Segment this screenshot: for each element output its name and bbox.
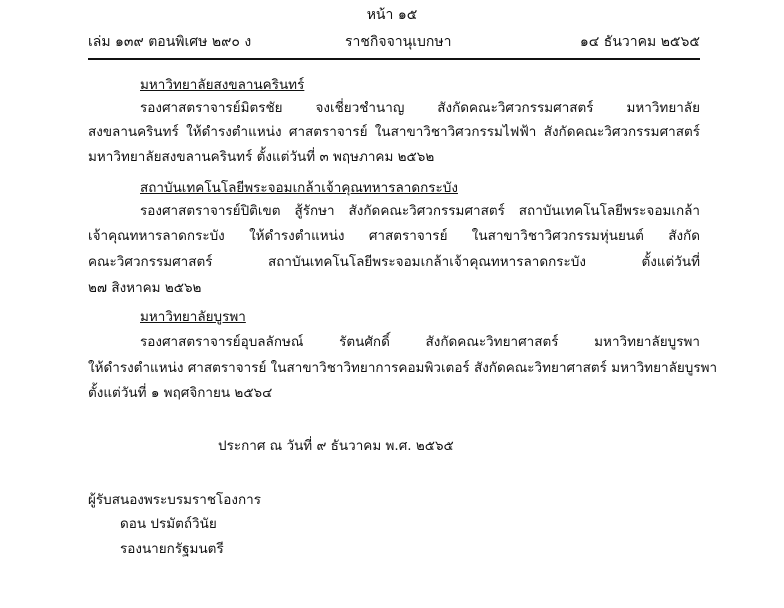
header-divider <box>88 58 700 60</box>
signatory-name: ดอน ปรมัตถ์วินัย <box>120 516 217 532</box>
gazette-name: ราชกิจจานุเบกษา <box>345 34 452 50</box>
paragraph-line: ๒๗ สิงหาคม ๒๕๖๒ <box>88 280 202 296</box>
paragraph-line: เจ้าคุณทหารลาดกระบัง ให้ดำรงตำแหน่ง ศาสตราจารย์ ในสาขาวิชาวิศวกรรมหุ่นยนต์ สังกัด <box>88 228 700 244</box>
countersign-label: ผู้รับสนองพระบรมราชโองการ <box>88 492 261 508</box>
volume-info: เล่ม ๑๓๙ ตอนพิเศษ ๒๙๐ ง <box>88 34 252 50</box>
paragraph-line: รองศาสตราจารย์มิตรชัย จงเชี่ยวชำนาญ สังกัดคณะวิศวกรรมศาสตร์ มหาวิทยาลัย <box>140 100 700 116</box>
issue-date: ๑๔ ธันวาคม ๒๕๖๕ <box>579 34 700 50</box>
paragraph-line: สงขลานครินทร์ ให้ดำรงตำแหน่ง ศาสตราจารย์ ในสาขาวิชาวิศวกรรมไฟฟ้า สังกัดคณะวิศวกรรมศาสตร์ <box>88 124 700 140</box>
section-title: มหาวิทยาลัยบูรพา <box>140 309 246 325</box>
paragraph-line: คณะวิศวกรรมศาสตร์ สถาบันเทคโนโลยีพระจอมเกล้าเจ้าคุณทหารลาดกระบัง ตั้งแต่วันที่ <box>88 254 700 270</box>
paragraph-line: มหาวิทยาลัยสงขลานครินทร์ ตั้งแต่วันที่ ๓ พฤษภาคม ๒๕๖๒ <box>88 149 435 165</box>
paragraph-line: รองศาสตราจารย์ปิติเขต สู้รักษา สังกัดคณะวิศวกรรมศาสตร์ สถาบันเทคโนโลยีพระจอมเกล้า <box>140 203 700 219</box>
page-number: หน้า ๑๕ <box>366 7 418 23</box>
paragraph-line: ตั้งแต่วันที่ ๑ พฤศจิกายน ๒๕๖๔ <box>88 385 273 401</box>
paragraph-line: ให้ดำรงตำแหน่ง ศาสตราจารย์ ในสาขาวิชาวิทยาการคอมพิวเตอร์ สังกัดคณะวิทยาศาสตร์ มหาวิทยาลัยบูรพา <box>88 360 718 376</box>
gazette-header <box>88 35 700 55</box>
section-title: สถาบันเทคโนโลยีพระจอมเกล้าเจ้าคุณทหารลาดกระบัง <box>140 180 458 196</box>
paragraph-line: รองศาสตราจารย์อุบลลักษณ์ รัตนศักดิ์ สังกัดคณะวิทยาศาสตร์ มหาวิทยาลัยบูรพา <box>140 334 700 350</box>
signatory-title: รองนายกรัฐมนตรี <box>120 541 224 557</box>
announcement-date: ประกาศ ณ วันที่ ๙ ธันวาคม พ.ศ. ๒๕๖๕ <box>218 438 454 454</box>
section-title: มหาวิทยาลัยสงขลานครินทร์ <box>140 77 305 93</box>
